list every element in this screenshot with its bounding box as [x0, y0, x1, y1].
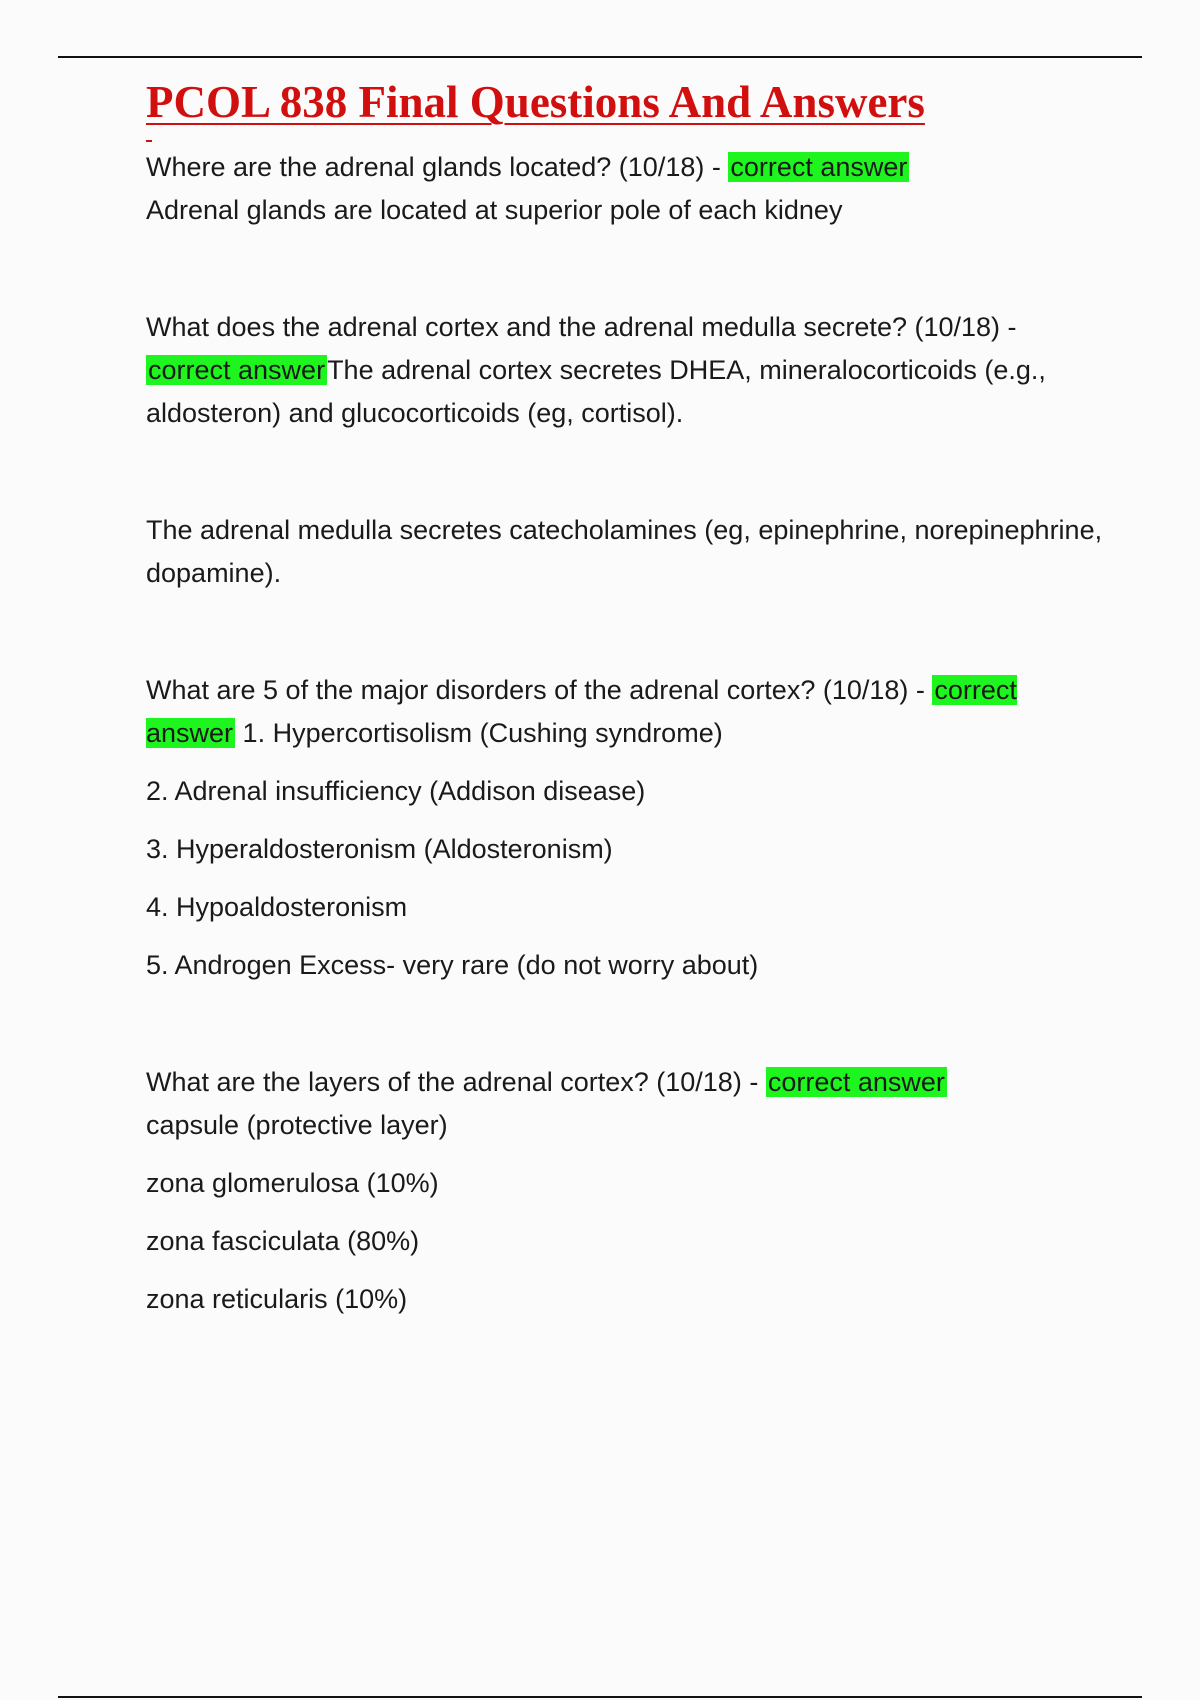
- footer-rule: [58, 1696, 1142, 1698]
- spacer: [146, 232, 1106, 306]
- document-body: [146, 70, 1106, 1321]
- question-text: What are 5 of the major disorders of the adrenal cortex? (10/18) -: [146, 675, 933, 705]
- list-item: zona reticularis (10%): [146, 1284, 408, 1314]
- answer-highlight: correct answer: [767, 1067, 945, 1097]
- spacer: [146, 1263, 1106, 1278]
- answer-text: 1. Hypercortisolism (Cushing syndrome): [235, 718, 723, 748]
- spacer: [146, 929, 1106, 944]
- spacer: [146, 1205, 1106, 1220]
- qa-block-2: [146, 306, 1106, 595]
- list-item: 4. Hypoaldosteronism: [146, 892, 408, 922]
- answer-text: Adrenal glands are located at superior pole of each kidney: [146, 195, 843, 225]
- answer-paragraph: The adrenal medulla secretes catecholamines (eg, epinephrine, norepinephrine, dopamine).: [146, 515, 1103, 588]
- spacer: [146, 987, 1106, 1061]
- title-marker: [146, 140, 152, 142]
- answer-highlight: correct answer: [148, 355, 326, 385]
- question-text: What does the adrenal cortex and the adrenal medulla secrete? (10/18) -: [146, 312, 1017, 342]
- list-item: 2. Adrenal insufficiency (Addison disease): [146, 776, 646, 806]
- header-rule: [58, 56, 1142, 58]
- spacer: [146, 755, 1106, 770]
- spacer: [146, 1147, 1106, 1162]
- answer-text: The adrenal cortex secretes DHEA, mineralocorticoids (e.g., aldosteron) and glucocorticoids (eg, cortisol).: [146, 355, 1046, 428]
- answer-highlight: correct answer: [146, 675, 1017, 748]
- spacer: [146, 871, 1106, 886]
- spacer: [146, 435, 1106, 509]
- list-item: zona fasciculata (80%): [146, 1226, 420, 1256]
- answer-text: capsule (protective layer): [146, 1110, 448, 1140]
- question-text: Where are the adrenal glands located? (10/18) -: [146, 152, 729, 182]
- qa-block-1: [146, 146, 1106, 232]
- list-item: 3. Hyperaldosteronism (Aldosteronism): [146, 834, 613, 864]
- list-item: 5. Androgen Excess- very rare (do not worry about): [146, 950, 759, 980]
- spacer: [146, 813, 1106, 828]
- qa-question: [146, 669, 1106, 755]
- spacer: [146, 595, 1106, 669]
- qa-question: [146, 306, 1106, 435]
- qa-block-3: [146, 669, 1106, 987]
- question-text: What are the layers of the adrenal cortex? (10/18) -: [146, 1067, 766, 1097]
- answer-highlight: correct answer: [730, 152, 908, 182]
- document-title: PCOL 838 Final Questions And Answers: [146, 77, 925, 127]
- qa-block-4: [146, 1061, 1106, 1321]
- list-item: zona glomerulosa (10%): [146, 1168, 439, 1198]
- qa-question: [146, 1061, 1106, 1147]
- qa-question: [146, 146, 1106, 232]
